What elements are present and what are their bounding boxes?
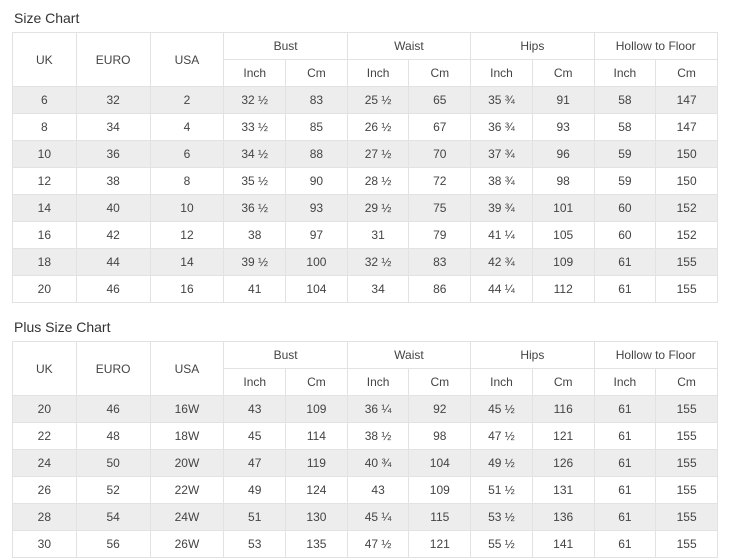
header-row-groups — [13, 342, 718, 369]
header-hollow-cm: Cm — [656, 60, 718, 87]
cell-hollow-inch: 58 — [594, 114, 656, 141]
cell-usa: 8 — [150, 168, 224, 195]
cell-waist-inch: 32 ½ — [347, 249, 409, 276]
header-bust-inch: Inch — [224, 60, 286, 87]
table-row — [13, 477, 718, 504]
cell-euro: 46 — [76, 396, 150, 423]
cell-usa: 18W — [150, 423, 224, 450]
cell-waist-cm: 72 — [409, 168, 471, 195]
cell-hollow-cm: 152 — [656, 222, 718, 249]
cell-hips-inch: 47 ½ — [471, 423, 533, 450]
cell-bust-cm: 88 — [286, 141, 348, 168]
cell-hollow-cm: 155 — [656, 531, 718, 558]
cell-hollow-inch: 60 — [594, 222, 656, 249]
cell-hollow-cm: 147 — [656, 87, 718, 114]
cell-waist-inch: 29 ½ — [347, 195, 409, 222]
cell-hips-inch: 44 ¼ — [471, 276, 533, 303]
cell-hollow-cm: 147 — [656, 114, 718, 141]
table-header — [13, 342, 718, 396]
cell-bust-cm: 135 — [286, 531, 348, 558]
cell-hips-inch: 38 ¾ — [471, 168, 533, 195]
header-hips-inch: Inch — [471, 60, 533, 87]
header-row-groups — [13, 33, 718, 60]
cell-usa: 16W — [150, 396, 224, 423]
cell-hips-inch: 53 ½ — [471, 504, 533, 531]
cell-bust-inch: 47 — [224, 450, 286, 477]
cell-uk: 8 — [13, 114, 77, 141]
cell-bust-cm: 109 — [286, 396, 348, 423]
cell-uk: 20 — [13, 396, 77, 423]
cell-hips-inch: 36 ¾ — [471, 114, 533, 141]
table-row — [13, 195, 718, 222]
cell-hollow-cm: 150 — [656, 141, 718, 168]
cell-waist-cm: 83 — [409, 249, 471, 276]
cell-uk: 12 — [13, 168, 77, 195]
header-hollow-inch: Inch — [594, 60, 656, 87]
section-divider — [12, 303, 718, 317]
cell-usa: 22W — [150, 477, 224, 504]
cell-euro: 46 — [76, 276, 150, 303]
cell-hollow-inch: 61 — [594, 450, 656, 477]
cell-hips-cm: 141 — [532, 531, 594, 558]
cell-hollow-cm: 155 — [656, 276, 718, 303]
cell-hips-cm: 109 — [532, 249, 594, 276]
header-hips-cm: Cm — [532, 369, 594, 396]
cell-bust-cm: 93 — [286, 195, 348, 222]
header-hollow-cm: Cm — [656, 369, 718, 396]
header-waist-inch: Inch — [347, 369, 409, 396]
cell-bust-cm: 97 — [286, 222, 348, 249]
cell-hollow-cm: 155 — [656, 423, 718, 450]
cell-euro: 44 — [76, 249, 150, 276]
cell-usa: 2 — [150, 87, 224, 114]
cell-hips-inch: 41 ¼ — [471, 222, 533, 249]
cell-euro: 32 — [76, 87, 150, 114]
cell-hips-inch: 45 ½ — [471, 396, 533, 423]
header-bust-cm: Cm — [286, 369, 348, 396]
cell-hips-inch: 35 ¾ — [471, 87, 533, 114]
cell-hollow-inch: 61 — [594, 423, 656, 450]
table-row — [13, 276, 718, 303]
cell-bust-inch: 36 ½ — [224, 195, 286, 222]
cell-hips-cm: 105 — [532, 222, 594, 249]
table-row — [13, 249, 718, 276]
header-usa: USA — [150, 33, 224, 87]
cell-hollow-inch: 58 — [594, 87, 656, 114]
table-row — [13, 423, 718, 450]
cell-waist-inch: 26 ½ — [347, 114, 409, 141]
cell-bust-cm: 114 — [286, 423, 348, 450]
cell-euro: 42 — [76, 222, 150, 249]
cell-usa: 10 — [150, 195, 224, 222]
cell-hollow-inch: 59 — [594, 141, 656, 168]
table-row — [13, 114, 718, 141]
header-uk: UK — [13, 33, 77, 87]
cell-waist-cm: 121 — [409, 531, 471, 558]
cell-usa: 14 — [150, 249, 224, 276]
cell-bust-inch: 35 ½ — [224, 168, 286, 195]
table-row — [13, 396, 718, 423]
cell-hips-cm: 116 — [532, 396, 594, 423]
cell-hollow-cm: 155 — [656, 249, 718, 276]
cell-waist-inch: 31 — [347, 222, 409, 249]
header-group-hollow-to-floor: Hollow to Floor — [594, 33, 717, 60]
cell-hollow-cm: 152 — [656, 195, 718, 222]
cell-hips-cm: 126 — [532, 450, 594, 477]
cell-hollow-inch: 61 — [594, 249, 656, 276]
cell-waist-inch: 28 ½ — [347, 168, 409, 195]
header-group-hips: Hips — [471, 33, 594, 60]
table-row — [13, 141, 718, 168]
size-chart-table — [12, 32, 718, 303]
cell-hips-cm: 121 — [532, 423, 594, 450]
header-waist-cm: Cm — [409, 60, 471, 87]
cell-waist-cm: 70 — [409, 141, 471, 168]
cell-hips-cm: 112 — [532, 276, 594, 303]
cell-usa: 26W — [150, 531, 224, 558]
cell-usa: 6 — [150, 141, 224, 168]
table-row — [13, 450, 718, 477]
table-body — [13, 87, 718, 303]
cell-euro: 50 — [76, 450, 150, 477]
cell-euro: 56 — [76, 531, 150, 558]
cell-bust-inch: 45 — [224, 423, 286, 450]
cell-usa: 4 — [150, 114, 224, 141]
cell-uk: 26 — [13, 477, 77, 504]
table-header — [13, 33, 718, 87]
cell-bust-inch: 33 ½ — [224, 114, 286, 141]
cell-hips-cm: 101 — [532, 195, 594, 222]
cell-euro: 48 — [76, 423, 150, 450]
cell-hollow-inch: 61 — [594, 477, 656, 504]
cell-euro: 34 — [76, 114, 150, 141]
page-title-size-chart: Size Chart — [14, 10, 80, 26]
cell-hips-cm: 96 — [532, 141, 594, 168]
header-bust-cm: Cm — [286, 60, 348, 87]
table-row — [13, 168, 718, 195]
cell-waist-cm: 86 — [409, 276, 471, 303]
cell-euro: 40 — [76, 195, 150, 222]
header-group-waist: Waist — [347, 33, 470, 60]
cell-waist-inch: 25 ½ — [347, 87, 409, 114]
header-waist-inch: Inch — [347, 60, 409, 87]
cell-hollow-inch: 61 — [594, 531, 656, 558]
cell-uk: 30 — [13, 531, 77, 558]
cell-waist-cm: 75 — [409, 195, 471, 222]
cell-usa: 24W — [150, 504, 224, 531]
header-group-waist: Waist — [347, 342, 470, 369]
cell-hollow-cm: 155 — [656, 504, 718, 531]
cell-bust-inch: 34 ½ — [224, 141, 286, 168]
cell-uk: 16 — [13, 222, 77, 249]
cell-waist-cm: 79 — [409, 222, 471, 249]
cell-hips-inch: 37 ¾ — [471, 141, 533, 168]
header-hollow-inch: Inch — [594, 369, 656, 396]
header-uk: UK — [13, 342, 77, 396]
header-hips-cm: Cm — [532, 60, 594, 87]
cell-hips-inch: 49 ½ — [471, 450, 533, 477]
cell-waist-inch: 27 ½ — [347, 141, 409, 168]
table-row — [13, 222, 718, 249]
cell-waist-cm: 67 — [409, 114, 471, 141]
cell-usa: 20W — [150, 450, 224, 477]
header-hips-inch: Inch — [471, 369, 533, 396]
cell-bust-inch: 53 — [224, 531, 286, 558]
table-row — [13, 87, 718, 114]
header-waist-cm: Cm — [409, 369, 471, 396]
cell-waist-cm: 98 — [409, 423, 471, 450]
cell-uk: 14 — [13, 195, 77, 222]
cell-waist-inch: 34 — [347, 276, 409, 303]
cell-hips-cm: 91 — [532, 87, 594, 114]
cell-usa: 12 — [150, 222, 224, 249]
cell-bust-inch: 43 — [224, 396, 286, 423]
cell-usa: 16 — [150, 276, 224, 303]
table-row — [13, 531, 718, 558]
cell-hollow-inch: 59 — [594, 168, 656, 195]
cell-waist-cm: 115 — [409, 504, 471, 531]
header-bust-inch: Inch — [224, 369, 286, 396]
cell-hollow-cm: 155 — [656, 396, 718, 423]
cell-hollow-inch: 61 — [594, 396, 656, 423]
cell-bust-cm: 83 — [286, 87, 348, 114]
cell-waist-cm: 92 — [409, 396, 471, 423]
cell-hollow-cm: 150 — [656, 168, 718, 195]
cell-uk: 20 — [13, 276, 77, 303]
cell-hips-cm: 98 — [532, 168, 594, 195]
page-title-plus-size-chart: Plus Size Chart — [14, 319, 111, 335]
cell-bust-cm: 130 — [286, 504, 348, 531]
cell-hips-cm: 136 — [532, 504, 594, 531]
header-group-hips: Hips — [471, 342, 594, 369]
cell-hollow-cm: 155 — [656, 450, 718, 477]
cell-bust-inch: 38 — [224, 222, 286, 249]
cell-hips-inch: 51 ½ — [471, 477, 533, 504]
cell-waist-inch: 43 — [347, 477, 409, 504]
cell-bust-cm: 124 — [286, 477, 348, 504]
cell-waist-cm: 104 — [409, 450, 471, 477]
cell-hips-cm: 131 — [532, 477, 594, 504]
cell-waist-cm: 65 — [409, 87, 471, 114]
cell-hips-inch: 42 ¾ — [471, 249, 533, 276]
cell-bust-inch: 32 ½ — [224, 87, 286, 114]
cell-uk: 24 — [13, 450, 77, 477]
cell-euro: 54 — [76, 504, 150, 531]
cell-uk: 6 — [13, 87, 77, 114]
cell-waist-inch: 38 ½ — [347, 423, 409, 450]
header-group-bust: Bust — [224, 342, 347, 369]
cell-waist-inch: 47 ½ — [347, 531, 409, 558]
cell-bust-cm: 90 — [286, 168, 348, 195]
cell-hollow-cm: 155 — [656, 477, 718, 504]
cell-hips-inch: 55 ½ — [471, 531, 533, 558]
plus-size-chart-table — [12, 341, 718, 558]
cell-bust-inch: 39 ½ — [224, 249, 286, 276]
table-body — [13, 396, 718, 558]
cell-uk: 22 — [13, 423, 77, 450]
cell-waist-cm: 109 — [409, 477, 471, 504]
table-row — [13, 504, 718, 531]
cell-bust-inch: 51 — [224, 504, 286, 531]
cell-euro: 38 — [76, 168, 150, 195]
cell-bust-cm: 85 — [286, 114, 348, 141]
cell-waist-inch: 36 ¼ — [347, 396, 409, 423]
cell-waist-inch: 40 ¾ — [347, 450, 409, 477]
cell-hollow-inch: 61 — [594, 504, 656, 531]
cell-hollow-inch: 60 — [594, 195, 656, 222]
cell-bust-cm: 104 — [286, 276, 348, 303]
cell-bust-inch: 41 — [224, 276, 286, 303]
cell-uk: 10 — [13, 141, 77, 168]
header-group-bust: Bust — [224, 33, 347, 60]
cell-uk: 28 — [13, 504, 77, 531]
cell-hips-cm: 93 — [532, 114, 594, 141]
header-euro: EURO — [76, 33, 150, 87]
header-usa: USA — [150, 342, 224, 396]
cell-hips-inch: 39 ¾ — [471, 195, 533, 222]
cell-bust-cm: 100 — [286, 249, 348, 276]
cell-euro: 52 — [76, 477, 150, 504]
cell-bust-cm: 119 — [286, 450, 348, 477]
header-group-hollow-to-floor: Hollow to Floor — [594, 342, 717, 369]
cell-bust-inch: 49 — [224, 477, 286, 504]
cell-waist-inch: 45 ¼ — [347, 504, 409, 531]
cell-euro: 36 — [76, 141, 150, 168]
cell-hollow-inch: 61 — [594, 276, 656, 303]
cell-uk: 18 — [13, 249, 77, 276]
header-euro: EURO — [76, 342, 150, 396]
